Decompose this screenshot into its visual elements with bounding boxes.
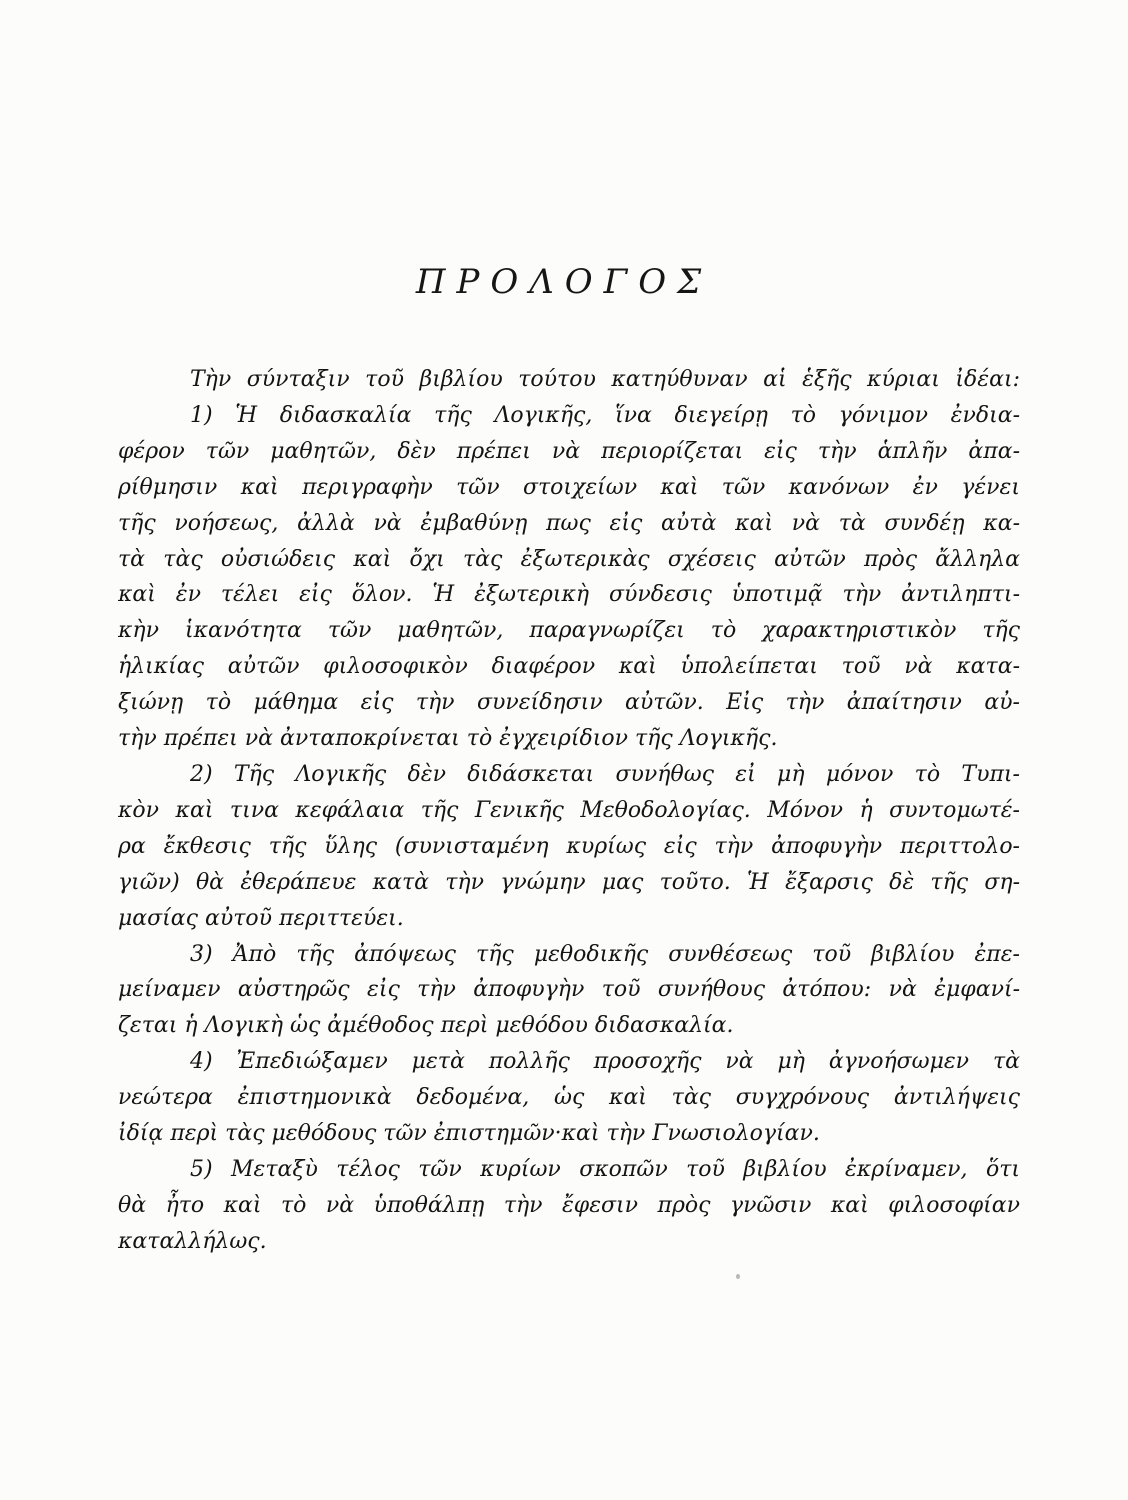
text-line: τὴν πρέπει νὰ ἀνταποκρίνεται τὸ ἐγχειρίδιον τῆς Λογικῆς.: [118, 726, 778, 752]
text-line: ἰδίᾳ περὶ τὰς μεθόδους τῶν ἐπιστημῶν·καὶ τὴν Γνωσιολογίαν.: [118, 1121, 820, 1147]
page-title: ΠΡΟΛΟΓΟΣ: [415, 262, 713, 302]
text-line: κὴν ἱκανότητα τῶν μαθητῶν, παραγνωρίζει τὸ χαρακτηριστικὸν τῆς: [118, 618, 1020, 644]
preface-body: [118, 362, 1020, 1260]
text-line: νεώτερα ἐπιστημονικὰ δεδομένα, ὡς καὶ τὰς συγχρόνους ἀντιλήψεις: [118, 1085, 1020, 1111]
text-line: 3) Ἀπὸ τῆς ἀπόψεως τῆς μεθοδικῆς συνθέσεως τοῦ βιβλίου ἐπε-: [190, 941, 1020, 967]
text-line: γιῶν) θὰ ἐθεράπευε κατὰ τὴν γνώμην μας τοῦτο. Ἡ ἔξαρσις δὲ τῆς ση-: [118, 869, 1020, 895]
text-line: 5) Μεταξὺ τέλος τῶν κυρίων σκοπῶν τοῦ βιβλίου ἐκρίναμεν, ὅτι: [190, 1156, 1020, 1182]
text-line: ἡλικίας αὐτῶν φιλοσοφικὸν διαφέρον καὶ ὑπολείπεται τοῦ νὰ κατα-: [118, 654, 1020, 680]
text-line: θὰ ἦτο καὶ τὸ νὰ ὑποθάλπῃ τὴν ἔφεσιν πρὸς γνῶσιν καὶ φιλοσοφίαν: [118, 1192, 1020, 1218]
text-line: μείναμεν αὐστηρῶς εἰς τὴν ἀποφυγὴν τοῦ συνήθους ἀτόπου: νὰ ἐμφανί-: [118, 977, 1020, 1003]
text-line: κὸν καὶ τινα κεφάλαια τῆς Γενικῆς Μεθοδολογίας. Μόνον ἡ συντομωτέ-: [118, 797, 1020, 823]
text-line: καταλλήλως.: [118, 1228, 267, 1254]
text-line: τὰ τὰς οὐσιώδεις καὶ ὄχι τὰς ἐξωτερικὰς σχέσεις αὐτῶν πρὸς ἄλληλα: [118, 546, 1020, 572]
text-line: τῆς νοήσεως, ἀλλὰ νὰ ἐμβαθύνῃ πως εἰς αὐτὰ καὶ νὰ τὰ συνδέῃ κα-: [118, 510, 1020, 536]
text-line: καὶ ἐν τέλει εἰς ὅλον. Ἡ ἐξωτερικὴ σύνδεσις ὑποτιμᾷ τὴν ἀντιληπτι-: [118, 582, 1020, 608]
paper-speck: [736, 1274, 740, 1279]
text-line: Τὴν σύνταξιν τοῦ βιβλίου τούτου κατηύθυναν αἱ ἑξῆς κύριαι ἰδέαι:: [190, 367, 1020, 392]
text-line: ζεται ἡ Λογικὴ ὡς ἀμέθοδος περὶ μεθόδου διδασκαλία.: [118, 1013, 734, 1039]
text-line: ρα ἔκθεσις τῆς ὕλης (συνισταμένη κυρίως εἰς τὴν ἀποφυγὴν περιττολο-: [118, 833, 1020, 859]
text-line: φέρον τῶν μαθητῶν, δὲν πρέπει νὰ περιορίζεται εἰς τὴν ἁπλῆν ἀπα-: [118, 438, 1020, 464]
text-line: 2) Τῆς Λογικῆς δὲν διδάσκεται συνήθως εἰ μὴ μόνον τὸ Τυπι-: [190, 761, 1020, 787]
text-line: ρίθμησιν καὶ περιγραφὴν τῶν στοιχείων καὶ τῶν κανόνων ἐν γένει: [118, 474, 1020, 500]
text-line: ξιώνῃ τὸ μάθημα εἰς τὴν συνείδησιν αὐτῶν. Εἰς τὴν ἀπαίτησιν αὐ-: [118, 690, 1020, 716]
text-line: μασίας αὐτοῦ περιττεύει.: [118, 905, 404, 931]
text-line: 1) Ἡ διδασκαλία τῆς Λογικῆς, ἵνα διεγείρῃ τὸ γόνιμον ἐνδια-: [190, 402, 1020, 428]
text-line: 4) Ἐπεδιώξαμεν μετὰ πολλῆς προσοχῆς νὰ μὴ ἀγνοήσωμεν τὰ: [190, 1049, 1020, 1075]
